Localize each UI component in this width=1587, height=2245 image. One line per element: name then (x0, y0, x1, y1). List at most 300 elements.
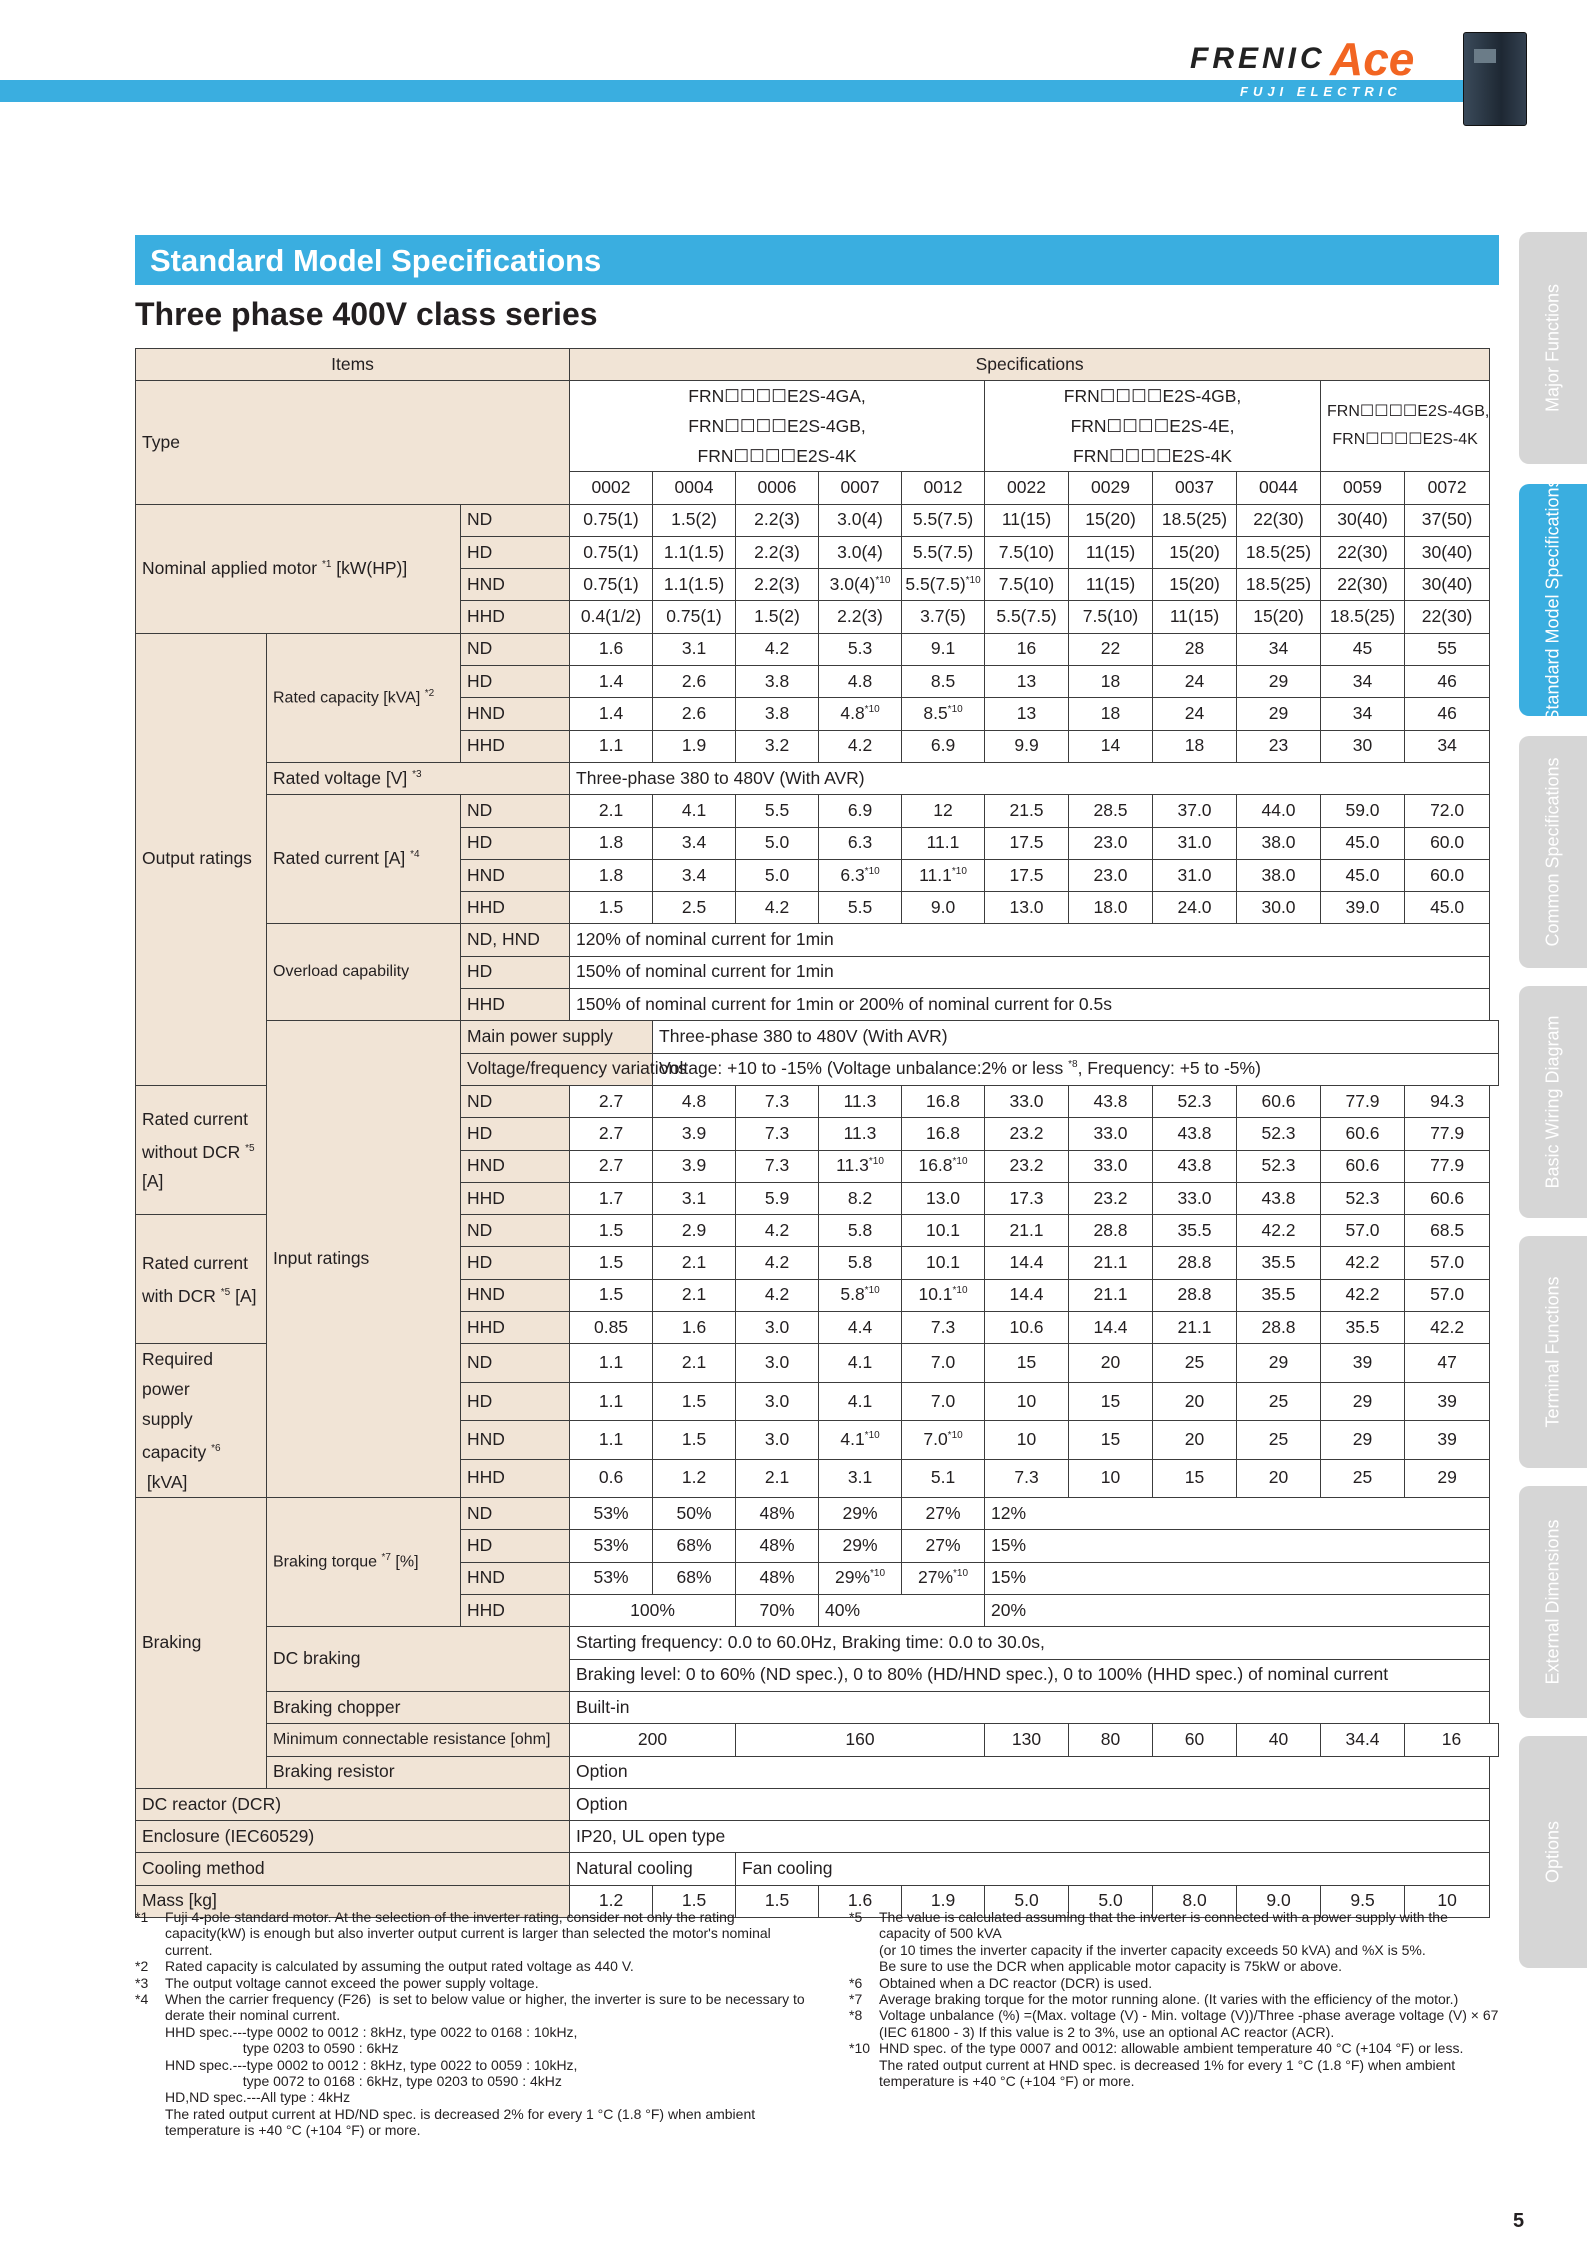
section-title: Standard Model Specifications (150, 243, 602, 278)
value-cell: 5.8$^{*10}$ (819, 1279, 902, 1311)
value-cell: 3.9 (653, 1118, 736, 1150)
value-cell: 6.9 (819, 795, 902, 827)
value-cell: 22(30) (1405, 601, 1490, 633)
footnote-text: The output voltage cannot exceed the power supply voltage. (165, 1974, 539, 1991)
footnote-mark: *3 (135, 1974, 149, 1991)
type-group-2: FRN☐☐☐☐E2S-4GB, FRN☐☐☐☐E2S-4E, FRN☐☐☐☐E2S-4K (985, 381, 1321, 472)
value-cell: 29% (819, 1498, 902, 1530)
value-cell: 30(40) (1405, 536, 1490, 568)
value-cell: 21.1 (1069, 1279, 1153, 1311)
value-cell: 43.8 (1153, 1150, 1237, 1182)
value-cell: 5.5 (736, 795, 819, 827)
value-cell: 18 (1069, 698, 1153, 730)
braking-torque-row (136, 1498, 1499, 1530)
value-cell: 3.8 (736, 666, 819, 698)
value-cell: 44.0 (1237, 795, 1321, 827)
footnote (135, 2024, 805, 2040)
side-tab-common-specifications[interactable]: Common Specifications (1519, 736, 1587, 968)
value-cell: 1.4 (570, 666, 653, 698)
value-cell: 13.0 (985, 892, 1069, 924)
value-cell: 29%$^{*10}$ (819, 1562, 902, 1594)
value-cell: 28.8 (1153, 1247, 1237, 1279)
value-cell: 8.5$^{*10}$ (902, 698, 985, 730)
enclosure-value: IP20, UL open type (570, 1821, 1490, 1853)
value-cell: 2.1 (736, 1459, 819, 1497)
value-cell: 4.8 (819, 666, 902, 698)
value-cell: 23.2 (1069, 1182, 1153, 1214)
min-resistance-label: Minimum connectable resistance [ohm] (267, 1724, 570, 1756)
mode-label: HHD (461, 1595, 570, 1627)
mode-label: HND (461, 859, 570, 891)
value-cell: 28.8 (1069, 1215, 1153, 1247)
min-resistance-row (136, 1724, 1499, 1756)
value-cell: 10.6 (985, 1312, 1069, 1344)
value-cell: 53% (570, 1562, 653, 1594)
value-cell: 5.5(7.5) (985, 601, 1069, 633)
value-cell: 33.0 (1069, 1118, 1153, 1150)
value-cell: 60.0 (1405, 827, 1490, 859)
type-group-1: FRN☐☐☐☐E2S-4GA, FRN☐☐☐☐E2S-4GB, FRN☐☐☐☐E2S-4K (570, 381, 985, 472)
footnote (849, 2057, 1499, 2090)
value-cell: 4.2 (819, 730, 902, 762)
value-cell: 6.3$^{*10}$ (819, 859, 902, 891)
braking-resistor-row (136, 1756, 1499, 1788)
value-cell: 4.2 (736, 1279, 819, 1311)
value-cell: 39 (1405, 1421, 1490, 1459)
value-cell: 3.0 (736, 1382, 819, 1420)
value-cell: 18 (1069, 666, 1153, 698)
value-cell: 9.1 (902, 633, 985, 665)
footnote-text: type 0072 to 0168 : 6kHz, type 0203 to 0590 : 4kHz (165, 2073, 562, 2090)
value-cell: 1.9 (902, 1885, 985, 1917)
value-cell: 12 (902, 795, 985, 827)
value-cell: 43.8 (1153, 1118, 1237, 1150)
footnote (135, 1975, 805, 1991)
output-capacity-row (136, 633, 1499, 665)
value-cell: 3.7(5) (902, 601, 985, 633)
value-cell: 42.2 (1321, 1247, 1405, 1279)
value-cell: 6.3 (819, 827, 902, 859)
page-number: 5 (1513, 2210, 1525, 2232)
footnote-mark: *6 (849, 1974, 863, 1991)
value-cell: 29 (1321, 1382, 1405, 1420)
value-cell: 2.1 (570, 795, 653, 827)
motor-label: Nominal applied motor $^{*1}$ [kW(HP)] (136, 504, 461, 633)
value-cell: 23.0 (1069, 827, 1153, 859)
value-cell: 3.0(4) (819, 504, 902, 536)
value-cell: 2.1 (653, 1279, 736, 1311)
enclosure-label: Enclosure (IEC60529) (136, 1821, 570, 1853)
value-cell: 1.5 (570, 1247, 653, 1279)
value-cell: 45.0 (1321, 827, 1405, 859)
value-cell: 4.1 (819, 1344, 902, 1382)
value-cell: 10 (1069, 1459, 1153, 1497)
type-row (136, 381, 1499, 472)
value-cell: 46 (1405, 698, 1490, 730)
value-cell: 11.3$^{*10}$ (819, 1150, 902, 1182)
value-cell: 1.1 (570, 1344, 653, 1382)
value-cell: 48% (736, 1498, 819, 1530)
value-cell: 0.75(1) (653, 601, 736, 633)
value-cell: 57.0 (1405, 1279, 1490, 1311)
dc-braking-label: DC braking (267, 1627, 570, 1692)
value-cell: 2.7 (570, 1150, 653, 1182)
output-current-row (136, 795, 1499, 827)
value-cell: 17.5 (985, 827, 1069, 859)
value-cell: 28.8 (1237, 1312, 1321, 1344)
value-cell: 35.5 (1321, 1312, 1405, 1344)
value-cell: 70% (736, 1595, 819, 1627)
value-cell: 15(20) (1153, 569, 1237, 601)
value-cell: 43.8 (1237, 1182, 1321, 1214)
value-cell: 23 (1237, 730, 1321, 762)
value-cell: 38.0 (1237, 827, 1321, 859)
side-tab-options[interactable]: Options (1519, 1736, 1587, 1968)
braking-chopper-value: Built-in (570, 1691, 1490, 1723)
value-cell: 59.0 (1321, 795, 1405, 827)
value-cell: 14.4 (1069, 1312, 1153, 1344)
spec-table-body (136, 349, 1499, 1918)
value-cell: 38.0 (1237, 859, 1321, 891)
mode-label: HD (461, 1382, 570, 1420)
value-cell: 16.8 (902, 1118, 985, 1150)
value-cell: 15(20) (1153, 536, 1237, 568)
value-cell: 25 (1153, 1344, 1237, 1382)
rated-voltage-value: Three-phase 380 to 480V (With AVR) (570, 762, 1490, 794)
spec-table (135, 348, 1499, 1918)
cooling-natural: Natural cooling (570, 1853, 736, 1885)
brand-frenic: FRENIC (1190, 42, 1326, 75)
footnote-mark: *5 (849, 1909, 863, 1925)
value-cell: 18.5(25) (1321, 601, 1405, 633)
mode-label: HND (461, 1562, 570, 1594)
section-title-bar (135, 235, 1499, 285)
footnotes-right (849, 1909, 1503, 2090)
value-cell: 28.8 (1153, 1279, 1237, 1311)
resistance-value: 80 (1069, 1724, 1153, 1756)
value-cell: 5.0 (1069, 1885, 1153, 1917)
main-power-row (136, 1021, 1499, 1053)
value-cell: 8.5 (902, 666, 985, 698)
value-cell: 77.9 (1405, 1118, 1490, 1150)
resistance-value: 60 (1153, 1724, 1237, 1756)
overload-value: 120% of nominal current for 1min (570, 924, 1490, 956)
value-cell: 7.3 (736, 1085, 819, 1117)
value-cell: 68% (653, 1530, 736, 1562)
value-cell: 42.2 (1405, 1312, 1490, 1344)
mode-label: HD (461, 1247, 570, 1279)
value-cell: 57.0 (1405, 1247, 1490, 1279)
value-cell: 29% (819, 1530, 902, 1562)
value-cell: 4.1$^{*10}$ (819, 1421, 902, 1459)
value-cell: 0037 (1153, 472, 1237, 504)
overload-row (136, 924, 1499, 956)
value-cell: 3.2 (736, 730, 819, 762)
type-group-3: FRN☐☐☐☐E2S-4GB, FRN☐☐☐☐E2S-4K (1321, 381, 1490, 472)
resistance-value: 16 (1405, 1724, 1499, 1756)
value-cell: 1.5 (570, 1215, 653, 1247)
value-cell: 7.5(10) (985, 569, 1069, 601)
value-cell: 3.1 (653, 1182, 736, 1214)
value-cell: 5.3 (819, 633, 902, 665)
value-cell: 4.4 (819, 1312, 902, 1344)
value-cell: 30.0 (1237, 892, 1321, 924)
mode-label: ND (461, 633, 570, 665)
value-cell: 1.1(1.5) (653, 569, 736, 601)
value-cell: 31.0 (1153, 859, 1237, 891)
value-cell: 20 (1153, 1421, 1237, 1459)
enclosure-row (136, 1821, 1499, 1853)
footnote-text: HHD spec.---type 0002 to 0012 : 8kHz, type 0022 to 0168 : 10kHz, (165, 2023, 578, 2040)
value-cell: 9.0 (902, 892, 985, 924)
value-cell: 14.4 (985, 1279, 1069, 1311)
value-cell: 1.9 (653, 730, 736, 762)
value-cell: 45.0 (1405, 892, 1490, 924)
value-cell: $3.0(4)^{*10}$ (819, 569, 902, 601)
value-cell: 11.1 (902, 827, 985, 859)
mode-label: HD (461, 956, 570, 988)
value-cell: 10.1$^{*10}$ (902, 1279, 985, 1311)
footnote (135, 2106, 805, 2139)
value-cell: 11.3 (819, 1085, 902, 1117)
value-cell: 1.2 (653, 1459, 736, 1497)
page-subtitle: Three phase 400V class series (135, 296, 598, 332)
footnote (849, 2040, 1499, 2056)
main-power-label: Main power supply (461, 1021, 653, 1053)
side-tab-standard-model-specifications[interactable]: Standard Model Specifications (1519, 484, 1587, 716)
value-cell: 7.0 (902, 1382, 985, 1420)
value-cell: 0.75(1) (570, 569, 653, 601)
mode-label: HND (461, 1279, 570, 1311)
footnote (135, 2057, 805, 2073)
value-cell-span: 20% (985, 1595, 1490, 1627)
footnote-mark: *4 (135, 1991, 149, 2008)
value-cell: 9.0 (1237, 1885, 1321, 1917)
mode-label: HHD (461, 1459, 570, 1497)
value-cell: 1.5 (570, 1279, 653, 1311)
value-cell: 39 (1405, 1382, 1490, 1420)
value-cell: 4.2 (736, 1215, 819, 1247)
value-cell: 7.5(10) (1069, 601, 1153, 633)
value-cell: 11.1$^{*10}$ (902, 859, 985, 891)
footnote-text: Be sure to use the DCR when applicable motor capacity is 75kW or above. (879, 1958, 1343, 1975)
value-cell: 0004 (653, 472, 736, 504)
value-cell: 2.6 (653, 698, 736, 730)
braking-resistor-label: Braking resistor (267, 1756, 570, 1788)
value-cell: 17.5 (985, 859, 1069, 891)
value-cell: 45 (1321, 633, 1405, 665)
value-cell: 16 (985, 633, 1069, 665)
value-cell: 18.5(25) (1153, 504, 1237, 536)
side-tab-major-functions[interactable]: Major Functions (1519, 232, 1587, 464)
value-cell: 5.0 (985, 1885, 1069, 1917)
value-cell: 11(15) (1153, 601, 1237, 633)
value-cell: 5.0 (736, 859, 819, 891)
value-cell: 68% (653, 1562, 736, 1594)
value-cell: 33.0 (1153, 1182, 1237, 1214)
resistance-value: 200 (570, 1724, 736, 1756)
mode-label: ND (461, 1498, 570, 1530)
value-cell: 20 (1153, 1382, 1237, 1420)
value-cell: 29 (1405, 1459, 1490, 1497)
footnote-text: HND spec. of the type 0007 and 0012: allowable ambient temperature 40 °C (+104 °F) or less. (879, 2040, 1464, 2057)
dc-braking-row (136, 1627, 1499, 1659)
value-cell: 25 (1321, 1459, 1405, 1497)
value-cell: 1.6 (819, 1885, 902, 1917)
value-cell: 30 (1321, 730, 1405, 762)
value-cell: 94.3 (1405, 1085, 1490, 1117)
dc-braking-line1: Starting frequency: 0.0 to 60.0Hz, Braking time: 0.0 to 30.0s, (570, 1627, 1490, 1659)
value-cell: 0029 (1069, 472, 1153, 504)
supply-capacity-label: Required power supply capacity $^{*6}$ [kVA] (136, 1344, 267, 1498)
dc-reactor-value: Option (570, 1788, 1490, 1820)
value-cell: 15 (1153, 1459, 1237, 1497)
value-cell: 50% (653, 1498, 736, 1530)
value-cell: 1.5(2) (736, 601, 819, 633)
mode-label: ND (461, 1085, 570, 1117)
value-cell: 16.8$^{*10}$ (902, 1150, 985, 1182)
footnote (849, 1909, 1499, 1942)
value-cell: 35.5 (1153, 1215, 1237, 1247)
value-cell: 23.0 (1069, 859, 1153, 891)
resistance-value: 130 (985, 1724, 1069, 1756)
value-cell: 5.8 (819, 1247, 902, 1279)
mode-label: ND (461, 1344, 570, 1382)
value-cell: 2.7 (570, 1085, 653, 1117)
mode-label: ND (461, 1215, 570, 1247)
value-cell: 0044 (1237, 472, 1321, 504)
output-ratings-label: Output ratings (136, 633, 267, 1085)
value-cell: 1.5 (653, 1885, 736, 1917)
value-cell: 45.0 (1321, 859, 1405, 891)
resistance-value: 34.4 (1321, 1724, 1405, 1756)
value-cell: 0007 (819, 472, 902, 504)
value-cell: 4.2 (736, 1247, 819, 1279)
dc-braking-line2: Braking level: 0 to 60% (ND spec.), 0 to 80% (HD/HND spec.), 0 to 100% (HHD spec.) of nominal current (570, 1659, 1490, 1691)
value-cell: 13 (985, 666, 1069, 698)
value-cell: 60.6 (1321, 1150, 1405, 1182)
value-cell: 3.0 (736, 1312, 819, 1344)
mode-label: HD (461, 666, 570, 698)
side-tab-terminal-functions[interactable]: Terminal Functions (1519, 1236, 1587, 1468)
value-cell: 0.85 (570, 1312, 653, 1344)
footnote-text: (or 10 times the inverter capacity if the inverter capacity exceeds 50 kVA) and %X is 5%. (879, 1941, 1426, 1958)
value-cell: 10.1 (902, 1215, 985, 1247)
footnote-text: When the carrier frequency (F26) is set to below value or higher, the inverter is sure to be necessary to derate their nominal current. (165, 1991, 809, 2024)
value-cell: 35.5 (1237, 1247, 1321, 1279)
value-cell: 29 (1237, 698, 1321, 730)
footnote (849, 1942, 1499, 1958)
value-cell: 33.0 (1069, 1150, 1153, 1182)
value-cell: 46 (1405, 666, 1490, 698)
mode-label: ND (461, 795, 570, 827)
value-cell: 8.0 (1153, 1885, 1237, 1917)
value-cell: 4.1 (653, 795, 736, 827)
value-cell: 35.5 (1237, 1279, 1321, 1311)
footnote (135, 1958, 805, 1974)
mode-label: HND (461, 1150, 570, 1182)
value-cell: 15(20) (1237, 601, 1321, 633)
value-cell: 21.1 (1069, 1247, 1153, 1279)
value-cell: 48% (736, 1530, 819, 1562)
value-cell: 21.1 (1153, 1312, 1237, 1344)
value-cell: 4.8 (653, 1085, 736, 1117)
side-tab-external-dimensions[interactable]: External Dimensions (1519, 1486, 1587, 1718)
footnote (135, 1991, 809, 2024)
value-cell: 18.5(25) (1237, 536, 1321, 568)
footnote-mark: *1 (135, 1909, 149, 1925)
value-cell: 17.3 (985, 1182, 1069, 1214)
value-cell: 2.1 (653, 1247, 736, 1279)
mode-label: HND (461, 569, 570, 601)
value-cell: 2.2(3) (736, 536, 819, 568)
value-cell: 43.8 (1069, 1085, 1153, 1117)
overload-label: Overload capability (267, 924, 461, 1021)
value-cell: 55 (1405, 633, 1490, 665)
value-cell: 34 (1321, 698, 1405, 730)
value-cell: 2.2(3) (736, 569, 819, 601)
value-cell: 1.1(1.5) (653, 536, 736, 568)
braking-chopper-row (136, 1691, 1499, 1723)
value-cell: 4.1 (819, 1382, 902, 1420)
brand-logo (1180, 30, 1450, 114)
value-cell: 1.4 (570, 698, 653, 730)
value-cell: 2.2(3) (736, 504, 819, 536)
value-cell: 3.1 (819, 1459, 902, 1497)
cooling-label: Cooling method (136, 1853, 570, 1885)
value-cell: 2.5 (653, 892, 736, 924)
value-cell: 29 (1237, 1344, 1321, 1382)
value-cell: 60.6 (1405, 1182, 1490, 1214)
value-cell: 27% (902, 1530, 985, 1562)
value-cell-span: 12% (985, 1498, 1490, 1530)
value-cell: 39.0 (1321, 892, 1405, 924)
value-cell: 24 (1153, 698, 1237, 730)
mode-label: HHD (461, 989, 570, 1021)
value-cell: 1.2 (570, 1885, 653, 1917)
value-cell: 4.8$^{*10}$ (819, 698, 902, 730)
mode-label: HHD (461, 1182, 570, 1214)
value-cell: 16.8 (902, 1085, 985, 1117)
footnote-text: Rated capacity is calculated by assuming the output rated voltage as 440 V. (165, 1958, 634, 1975)
footnote-mark: *10 (849, 2040, 871, 2057)
value-cell: 52.3 (1321, 1182, 1405, 1214)
mode-label: HD (461, 827, 570, 859)
value-cell: 27%$^{*10}$ (902, 1562, 985, 1594)
value-cell: 3.0 (736, 1344, 819, 1382)
resistance-value: 40 (1237, 1724, 1321, 1756)
value-cell: 1.7 (570, 1182, 653, 1214)
footnote-mark: *8 (849, 2007, 863, 2024)
rated-current-label: Rated current [A] $^{*4}$ (267, 795, 461, 924)
value-cell-span: 15% (985, 1562, 1490, 1594)
mass-label: Mass [kg] (136, 1885, 570, 1917)
footnote (849, 1975, 1499, 1991)
footnote-text: The value is calculated assuming that the inverter is connected with a power supply with the capacity of 500 kVA (879, 1909, 1452, 1942)
value-cell: 34 (1321, 666, 1405, 698)
rated-capacity-label: Rated capacity [kVA] $^{*2}$ (267, 633, 461, 762)
value-cell: 1.5 (570, 892, 653, 924)
value-cell-span: 15% (985, 1530, 1490, 1562)
value-cell: 3.4 (653, 827, 736, 859)
rated-voltage-row (136, 762, 1499, 794)
side-tab-basic-wiring-diagram[interactable]: Basic Wiring Diagram (1519, 986, 1587, 1218)
value-cell: 0002 (570, 472, 653, 504)
rated-voltage-label: Rated voltage [V] $^{*3}$ (267, 762, 570, 794)
value-cell: 5.5 (819, 892, 902, 924)
value-cell: 15 (1069, 1382, 1153, 1420)
variations-label: Voltage/frequency variations (461, 1053, 653, 1085)
